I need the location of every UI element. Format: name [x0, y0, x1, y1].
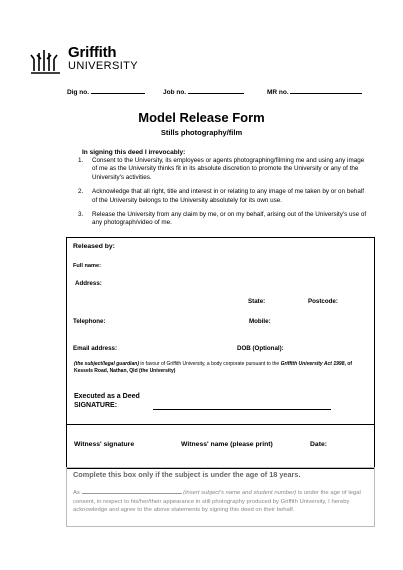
- witness-signature-label[interactable]: Witness' signature: [74, 441, 135, 448]
- minor-insert-hint: (insert subject's name and student number): [183, 490, 297, 496]
- logo-wordmark: Griffith: [68, 44, 117, 61]
- date-label[interactable]: Date:: [310, 441, 327, 448]
- minor-as-text: As: [73, 490, 80, 496]
- clause-item: [78, 188, 368, 205]
- clause-number: 1.: [78, 157, 84, 164]
- griffith-logo: [30, 45, 138, 77]
- address-label[interactable]: Address:: [75, 280, 102, 287]
- clause-text: Consent to the University, its employees or agents photographing/filming me and using any image of me as the University thinks fit in its absolute discretion to promote the University or any of the University's activities.: [92, 157, 365, 181]
- mr-no-line: [290, 87, 362, 94]
- dob-label[interactable]: DOB (Optional):: [237, 345, 284, 352]
- clause-item: [78, 157, 368, 182]
- minor-consent-box: [66, 467, 375, 527]
- minor-rest-text: is under the age of legal consent, in respect to his/her/their appearance in still photography produced by Griffith University, I hereby acknowledge and agree to the above statements by signing this deed on their behalf.: [73, 490, 361, 513]
- mobile-label[interactable]: Mobile:: [249, 318, 271, 325]
- state-label[interactable]: State:: [248, 298, 266, 305]
- dig-no-field[interactable]: [67, 87, 145, 96]
- legal-act-text: Griffith University Act 1998: [280, 361, 345, 367]
- release-details-box: [66, 237, 375, 469]
- minor-box-body: [73, 488, 371, 515]
- clause-item: [78, 211, 368, 228]
- clause-text: Acknowledge that all right, title and interest in or relating to any image of me taken by or on behalf of the University belongs to the University absolutely for its own use.: [92, 188, 364, 204]
- full-name-label[interactable]: Full name:: [73, 263, 101, 269]
- legal-end-text: , of Kessels Road, Nathan, Qld (the University): [74, 361, 352, 374]
- signature-line[interactable]: [153, 409, 331, 410]
- form-subtitle: Stills photography/film: [160, 128, 243, 137]
- legal-mid-text: in favour of Griffith University, a body corporate pursuant to the: [139, 361, 281, 367]
- legal-guardian-text: (the subject/legal guardian): [74, 361, 140, 367]
- logo-subwordmark: UNIVERSITY: [68, 60, 139, 72]
- clause-text: Release the University from any claim by me, or on my behalf, arising out of the University's use of any photograph/video of me.: [92, 211, 367, 227]
- clause-number: 3.: [78, 211, 84, 219]
- released-by-label: Released by:: [73, 243, 115, 250]
- subject-name-line[interactable]: [82, 488, 182, 494]
- witness-name-label[interactable]: Witness' name (please print): [181, 441, 273, 448]
- minor-box-heading: Complete this box only if the subject is under the age of 18 years.: [73, 470, 301, 479]
- job-no-field[interactable]: [163, 87, 244, 96]
- dig-no-line: [91, 87, 145, 94]
- postcode-label[interactable]: Postcode:: [308, 298, 338, 305]
- job-no-line: [188, 87, 244, 94]
- form-title: Model Release Form: [138, 110, 265, 125]
- clause-number: 2.: [78, 188, 84, 196]
- email-label[interactable]: Email address:: [73, 345, 118, 352]
- mr-no-label: MR no.: [267, 89, 289, 96]
- section-divider: [67, 424, 374, 425]
- dig-no-label: Dig no.: [67, 89, 90, 96]
- executed-label: Executed as a Deed: [74, 393, 140, 400]
- griffith-emblem-icon: [30, 47, 64, 75]
- deed-intro: In signing this deed I irrevocably:: [82, 149, 186, 156]
- clause-list: [78, 157, 368, 234]
- job-no-label: Job no.: [163, 89, 187, 96]
- mr-no-field[interactable]: [267, 87, 362, 96]
- telephone-label[interactable]: Telephone:: [73, 318, 106, 325]
- signature-label: SIGNATURE:: [74, 402, 118, 409]
- legal-statement: [74, 361, 369, 375]
